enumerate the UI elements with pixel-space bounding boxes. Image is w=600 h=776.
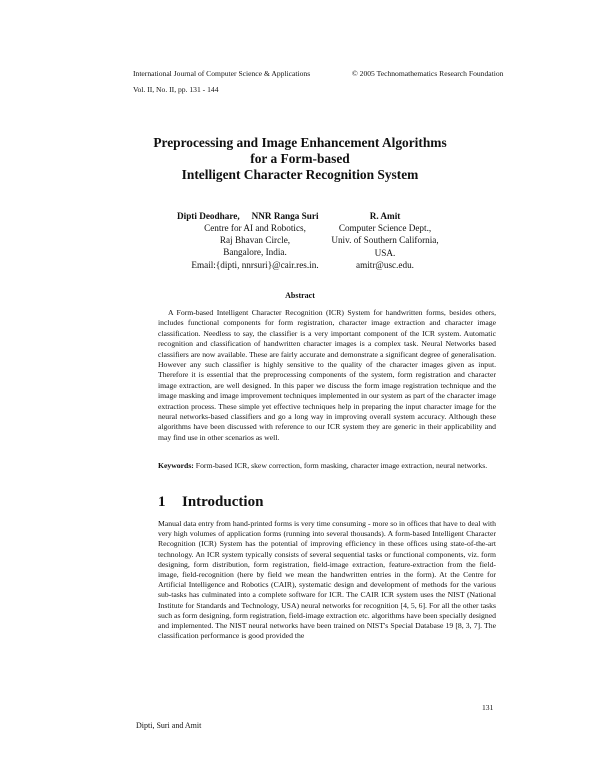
- title-line-3: Intelligent Character Recognition System: [181, 167, 419, 182]
- author-email-left: Email:{dipti, nnrsuri}@cair.res.in.: [191, 259, 319, 270]
- keywords: [158, 461, 496, 471]
- copyright-notice: © 2005 Technomathematics Research Foundation: [352, 69, 504, 78]
- author-name-deodhare: Dipti Deodhare,: [177, 211, 240, 221]
- affiliation-left-line-3: Bangalore, India.: [223, 247, 287, 258]
- keywords-label: Keywords:: [158, 461, 194, 470]
- section-number: 1: [158, 494, 166, 510]
- title-line-2: for a Form-based: [250, 151, 350, 166]
- volume-info: Vol. II, No. II, pp. 131 - 144: [133, 85, 219, 94]
- introduction-body: [158, 519, 496, 641]
- affiliation-right-line-3: USA.: [374, 247, 396, 258]
- title-line-1: Preprocessing and Image Enhancement Algorithms: [153, 135, 447, 150]
- author-name-amit: R. Amit: [369, 211, 401, 221]
- section-title: Introduction: [182, 494, 264, 510]
- running-footer-authors: Dipti, Suri and Amit: [136, 721, 202, 730]
- abstract-body: [158, 308, 496, 443]
- author-block-right: [300, 210, 470, 271]
- paper-title: [60, 135, 540, 183]
- section-heading: [158, 494, 263, 511]
- abstract-text: A Form-based Intelligent Character Recognition (ICR) System for handwritten forms, besides others, includes functional components for form registration, character image extraction and character image classification. Needless to say, the classifier is a very important component of the ICR system. Automatic recognition and classification of handwritten character images is a complex task. Neural Networks based classifiers are now available. These are fairly accurate and demonstrate a significant degree of generalisation. However any such classifier is highly sensitive to the quality of the character images given as input. Therefore it is essential that the preprocessing components of the system, form registration and character image extraction, are well designed. In this paper we discuss the form image registration technique and the image masking and image improvement techniques implemented in our system as part of the character image extraction process. These simple yet effective techniques help in preparing the input character image for the neural networks-based classifiers and go a long way in improving overall system accuracy. Although these algorithms have been discussed with reference to our ICR system they are generic in their applicability and may find use in other scenarios as well.: [158, 308, 496, 442]
- author-email-right: amitr@usc.edu.: [356, 259, 414, 270]
- page-number: 131: [482, 703, 494, 712]
- abstract-heading: Abstract: [285, 291, 315, 300]
- author-name-suri: NNR Ranga Suri: [251, 211, 319, 221]
- affiliation-left-line-1: Centre for AI and Robotics,: [204, 223, 306, 233]
- journal-name: International Journal of Computer Science & Applications: [133, 69, 311, 78]
- affiliation-right-line-1: Computer Science Dept.,: [338, 223, 432, 234]
- keywords-text: Form-based ICR, skew correction, form masking, character image extraction, neural networks.: [195, 461, 488, 470]
- author-block-left: [177, 210, 319, 222]
- affiliation-right-line-2: Univ. of Southern California,: [331, 235, 439, 246]
- introduction-text: Manual data entry from hand-printed forms is very time consuming - more so in offices that have to deal with very high volumes of application forms (running into several thousands). A form-based Intelligent Character Recognition (ICR) System has the potential of improving efficiency in these offices using state-of-the-art technology. An ICR system typically consists of several sequential tasks or functional components, viz. form designing, form distribution, form registration, field-image extraction, feature-extraction from the field-image, field-recognition (here by field we mean the handwritten entries in the form). At the Centre for Artificial Intelligence and Robotics (CAIR), systematic design and development of methods for the various sub-tasks has culminated into a complete software for ICR. The CAIR ICR system uses the NIST (National Institute for Standards and Technology, USA) neural networks for recognition [4, 5, 6]. For all the other tasks such as form designing, form registration, field-image extraction etc. algorithms have been specially designed and implemented. The NIST neural networks have been trained on NIST's Special Database 19 [8, 3, 7]. The classification performance is good provided the: [158, 519, 496, 641]
- affiliation-left-line-2: Raj Bhavan Circle,: [219, 235, 291, 246]
